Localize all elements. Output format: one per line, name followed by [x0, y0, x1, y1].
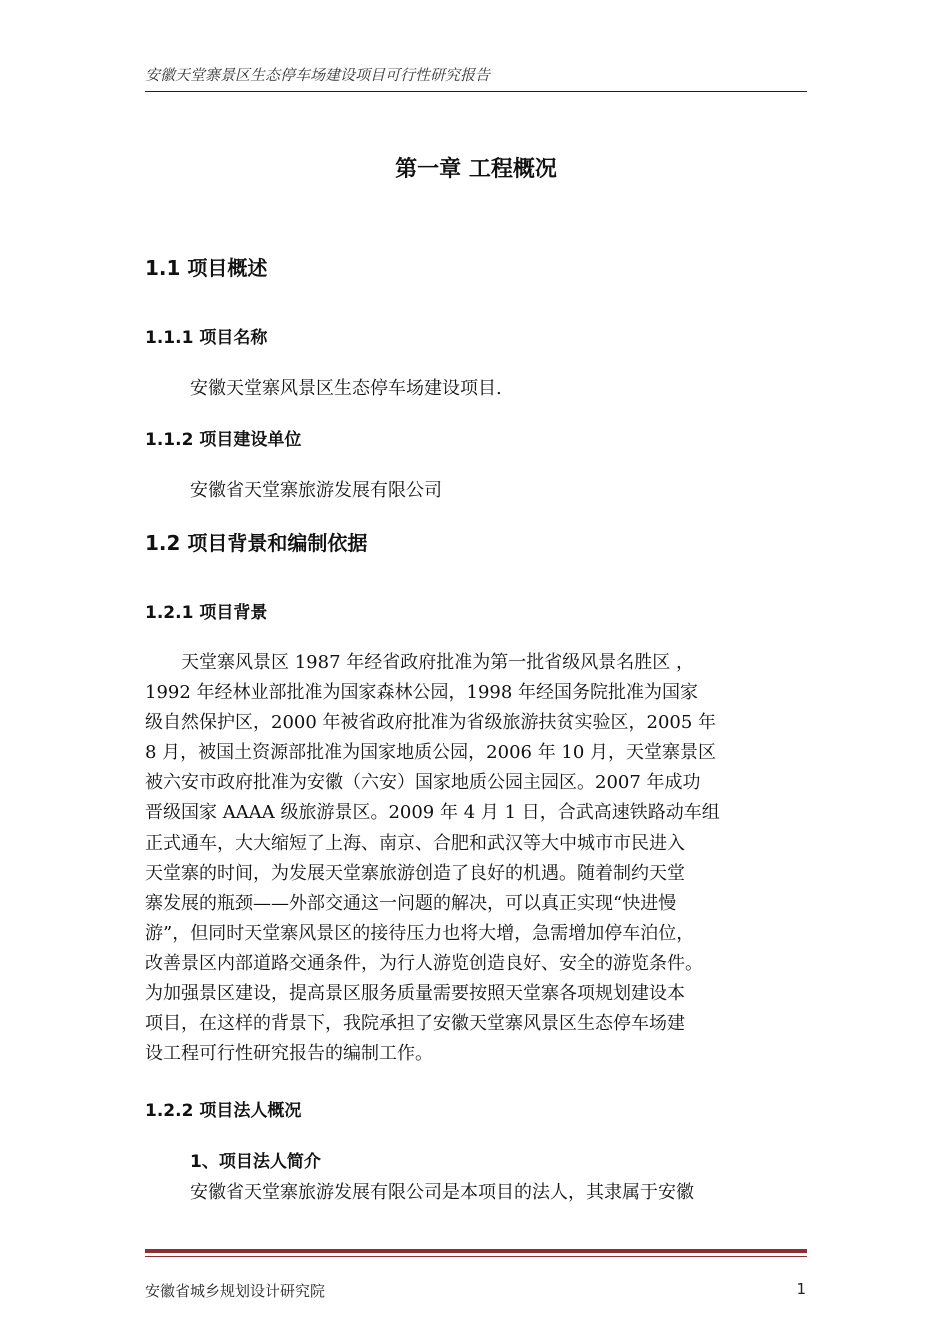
paragraph-line: 天堂寨风景区 1987 年经省政府批准为第一批省级风景名胜区 ，	[145, 652, 694, 673]
section-heading-1-2-2: 1.2.2 项目法人概况	[145, 1101, 302, 1121]
paragraph-line: 改善景区内部道路交通条件，为行人游览创造良好、安全的游览条件。	[145, 952, 703, 974]
paragraph-line: 寨发展的瓶颈——外部交通这一问题的解决，可以真正实现“快进慢	[145, 892, 677, 914]
section-heading-1-1-1: 1.1.1 项目名称	[145, 328, 268, 348]
footer-rule-thick	[145, 1249, 807, 1253]
paragraph-line: 设工程可行性研究报告的编制工作。	[145, 1043, 433, 1065]
section-heading-1-2: 1.2 项目背景和编制依据	[145, 531, 368, 555]
chapter-title: 第一章 工程概况	[395, 157, 557, 182]
paragraph-line: 项目，在这样的背景下，我院承担了安徽天堂寨风景区生态停车场建	[145, 1013, 685, 1035]
background-paragraph	[145, 648, 809, 1069]
subsection-heading-legal-person-intro: 1、项目法人简介	[190, 1152, 321, 1172]
project-name-text: 安徽天堂寨风景区生态停车场建设项目.	[190, 378, 502, 399]
paragraph-line: 晋级国家 AAAA 级旅游景区。2009 年 4 月 1 日，合武高速铁路动车组	[145, 802, 720, 824]
paragraph-line: 1992 年经林业部批准为国家森林公园，1998 年经国务院批准为国家	[145, 682, 699, 704]
paragraph-line: 天堂寨的时间，为发展天堂寨旅游创造了良好的机遇。随着制约天堂	[145, 862, 685, 884]
footer-rule-thin	[145, 1256, 807, 1257]
page-number: 1	[796, 1280, 806, 1298]
legal-person-text: 安徽省天堂寨旅游发展有限公司是本项目的法人，其隶属于安徽	[190, 1182, 694, 1203]
header-rule	[145, 91, 807, 92]
paragraph-line: 被六安市政府批准为安徽（六安）国家地质公园主园区。2007 年成功	[145, 772, 701, 794]
section-heading-1-1-2: 1.1.2 项目建设单位	[145, 430, 302, 450]
running-header-title: 安徽天堂寨景区生态停车场建设项目可行性研究报告	[145, 67, 491, 84]
section-heading-1-1: 1.1 项目概述	[145, 256, 268, 280]
footer-organization: 安徽省城乡规划设计研究院	[145, 1282, 326, 1300]
paragraph-line: 级自然保护区，2000 年被省政府批准为省级旅游扶贫实验区，2005 年	[145, 712, 717, 734]
paragraph-line: 8 月，被国土资源部批准为国家地质公园，2006 年 10 月，天堂寨景区	[145, 742, 717, 764]
paragraph-line: 为加强景区建设，提高景区服务质量需要按照天堂寨各项规划建设本	[145, 983, 685, 1005]
paragraph-line: 游”，但同时天堂寨风景区的接待压力也将大增，急需增加停车泊位，	[145, 922, 695, 944]
construction-unit-text: 安徽省天堂寨旅游发展有限公司	[190, 480, 442, 501]
paragraph-line: 正式通车，大大缩短了上海、南京、合肥和武汉等大中城市市民进入	[145, 832, 685, 854]
section-heading-1-2-1: 1.2.1 项目背景	[145, 603, 268, 623]
